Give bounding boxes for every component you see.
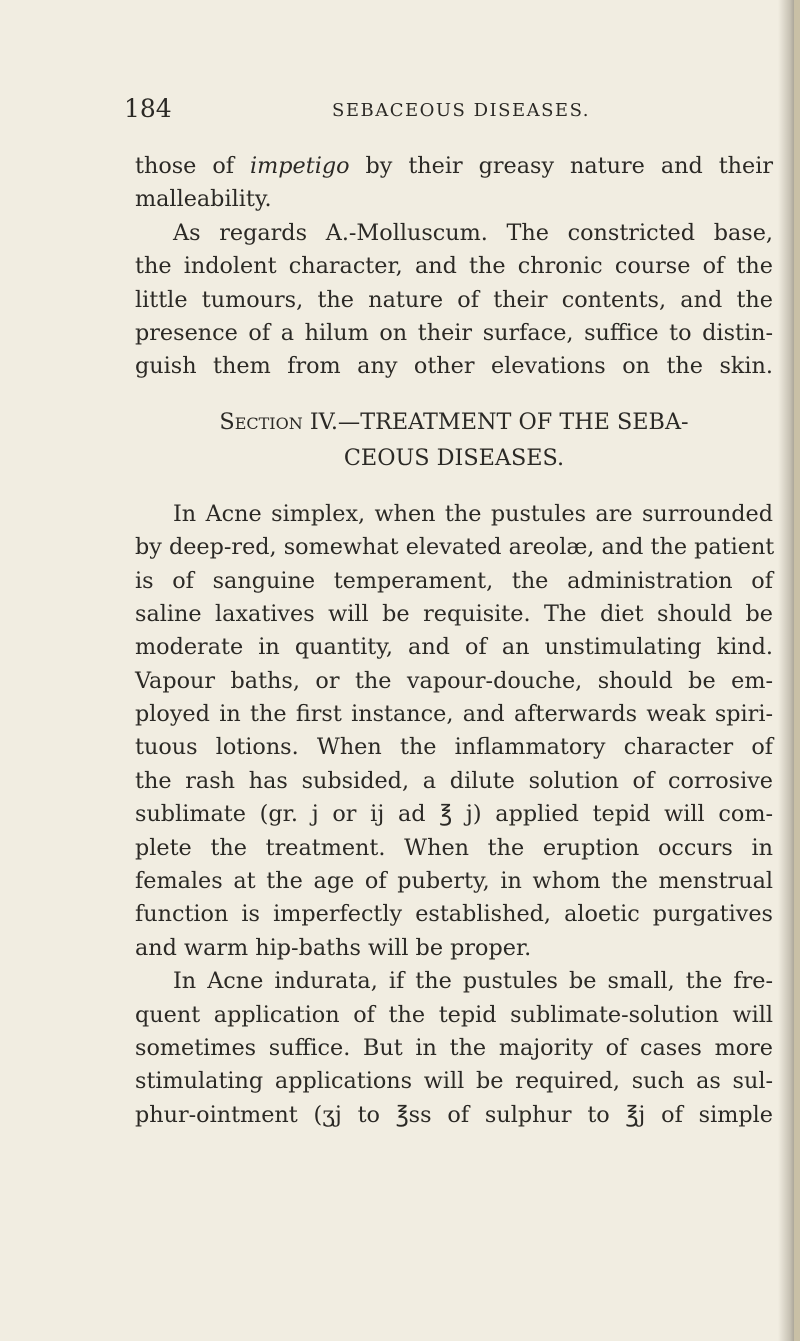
text-fragment: by their greasy nature and their — [349, 153, 774, 179]
text-line: malleability. — [135, 186, 272, 213]
paragraph-3 — [135, 498, 773, 965]
paragraph-1 — [135, 150, 773, 217]
text-line: is of sanguine temperament, the administration of — [135, 567, 773, 594]
text-line: ployed in the first instance, and afterwards weak spiri- — [135, 701, 773, 728]
text-line: stimulating applications will be required, such as sul- — [135, 1068, 773, 1095]
text-line: Vapour baths, or the vapour-douche, should be em- — [135, 667, 773, 694]
text-line: moderate in quantity, and of an unstimulating kind. — [135, 634, 773, 661]
section-title-part-2: CEOUS DISEASES. — [343, 444, 565, 471]
text-line: plete the treatment. When the eruption occurs in — [135, 834, 773, 861]
text-line: saline laxatives will be requisite. The diet should be — [135, 600, 773, 627]
text-line: the indolent character, and the chronic course of the — [135, 253, 773, 280]
text-line: quent application of the tepid sublimate-solution will — [135, 1001, 773, 1028]
section-label: Section IV. — [219, 408, 338, 435]
text-line: sometimes suffice. But in the majority of cases more — [135, 1034, 773, 1061]
text-line: In Acne simplex, when the pustules are surrounded — [173, 500, 773, 527]
text-line: guish them from any other elevations on the skin. — [135, 353, 773, 380]
text-line: little tumours, the nature of their contents, and the — [135, 286, 773, 313]
text-line: and warm hip-baths will be proper. — [135, 934, 532, 961]
text-line — [135, 150, 773, 183]
text-line: As regards A.-Molluscum. The constricted base, — [173, 219, 773, 246]
paragraph-2 — [135, 217, 773, 384]
running-title: SEBACEOUS DISEASES. — [332, 100, 590, 121]
text-line: sublimate (gr. j or ij ad ℥ j) applied tepid will com- — [135, 801, 773, 828]
paragraph-4 — [135, 965, 773, 1132]
section-heading — [135, 404, 773, 476]
text-line: In Acne indurata, if the pustules be small, the fre- — [173, 968, 773, 995]
section-title-part-1: —TREATMENT OF THE SEBA- — [337, 408, 689, 435]
text-line: phur-ointment (ʒj to ℥ss of sulphur to ℥j of simple — [135, 1101, 773, 1128]
text-line: the rash has subsided, a dilute solution of corrosive — [135, 767, 773, 794]
text-line: function is imperfectly established, aloetic purgatives — [135, 901, 773, 928]
text-line: presence of a hilum on their surface, suffice to distin- — [135, 319, 773, 346]
text-fragment: those of — [135, 153, 250, 179]
page-header — [124, 94, 724, 130]
section-heading-line — [135, 404, 773, 440]
page-edge — [794, 0, 800, 1341]
text-line: females at the age of puberty, in whom the menstrual — [135, 868, 773, 895]
page-number: 184 — [124, 94, 172, 123]
text-line: by deep-red, somewhat elevated areolæ, and the patient — [135, 534, 775, 561]
italic-term: impetigo — [250, 153, 350, 179]
body-text — [135, 150, 773, 1132]
text-line: tuous lotions. When the inflammatory character of — [135, 734, 773, 761]
